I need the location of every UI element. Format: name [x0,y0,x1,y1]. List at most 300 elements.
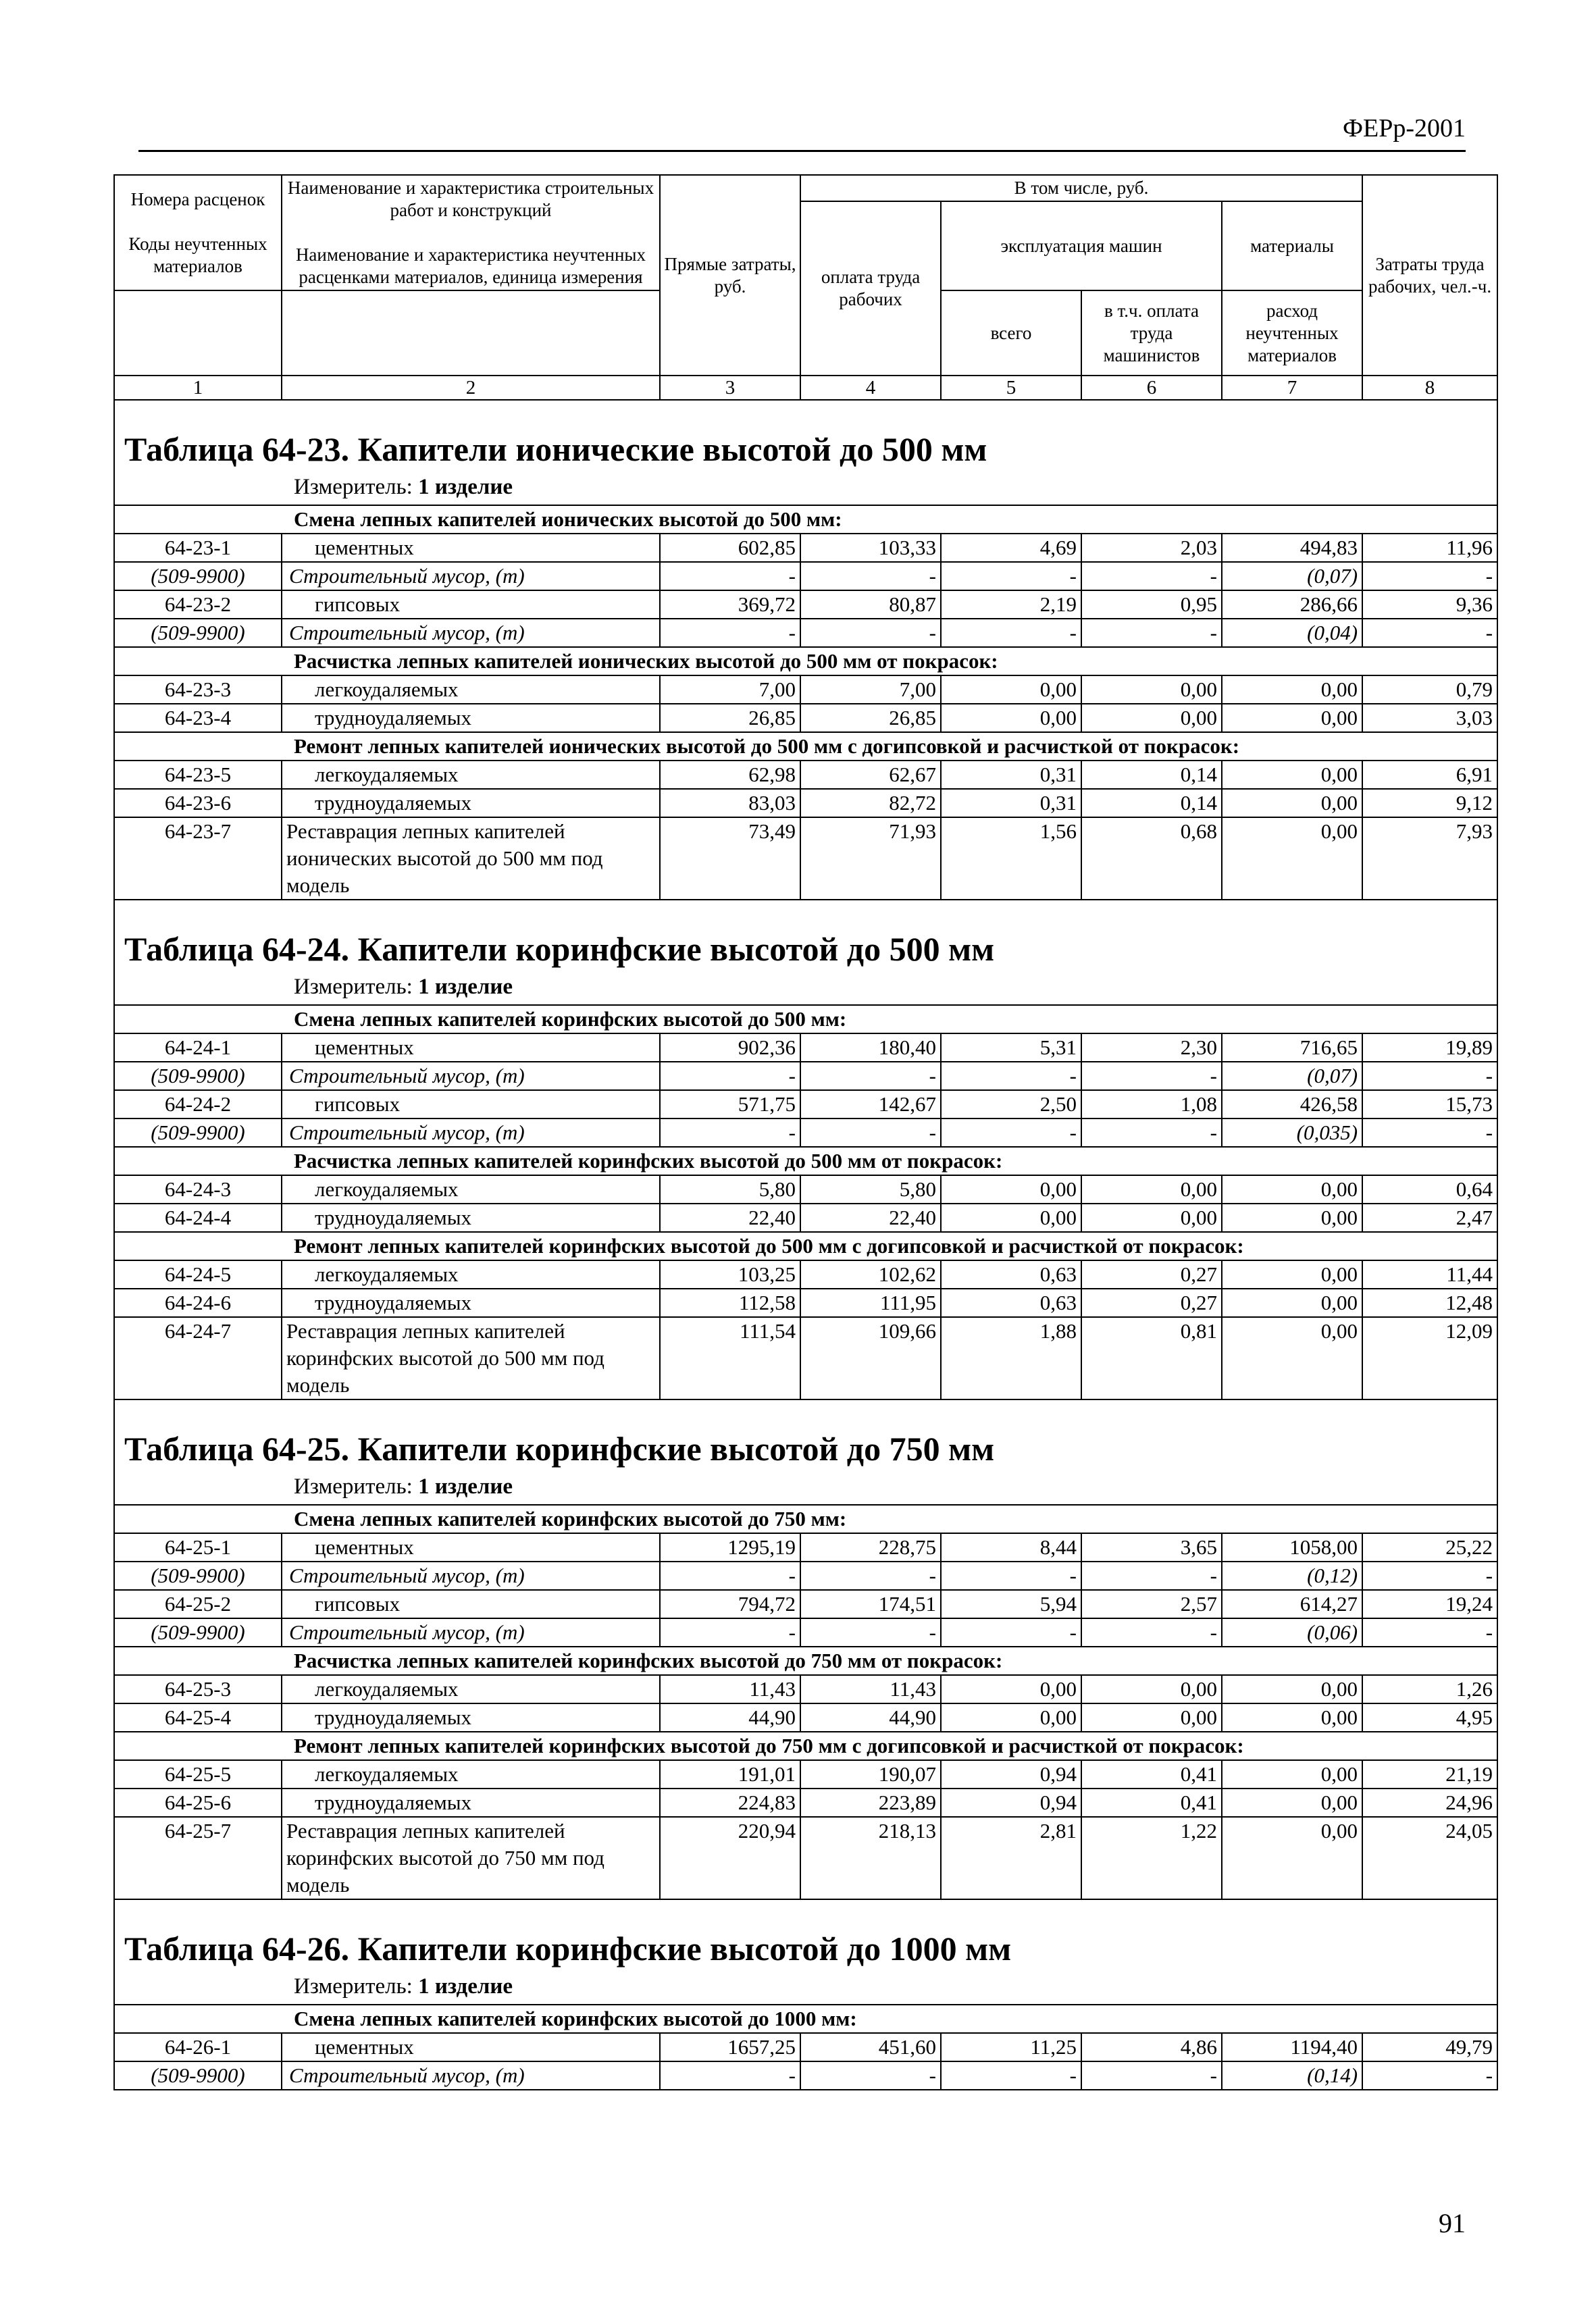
value-c8: 9,36 [1362,590,1497,619]
value-c6: - [1081,1062,1222,1090]
value-c7: (0,12) [1222,1562,1362,1590]
group-header-row [114,1147,1497,1175]
value-c8: 49,79 [1362,2033,1497,2061]
value-c5: 2,19 [941,590,1081,619]
value-c7: 1194,40 [1222,2033,1362,2061]
value-c5: - [941,1062,1081,1090]
value-c3: 62,98 [660,761,800,789]
value-c4: 111,95 [800,1289,941,1317]
rate-name: цементных [282,1033,660,1062]
header-materials: материалы [1222,201,1362,290]
value-c6: - [1081,1618,1222,1647]
rate-row [114,590,1497,619]
value-c7: 0,00 [1222,1289,1362,1317]
value-c5: 5,94 [941,1590,1081,1618]
value-c8: 21,19 [1362,1760,1497,1789]
value-c3: 191,01 [660,1760,800,1789]
rate-row [114,1675,1497,1703]
table-title: Таблица 64-26. Капители коринфские высотой до 1000 мм [114,1899,1497,1973]
rate-row [114,1033,1497,1062]
value-c7: 0,00 [1222,1760,1362,1789]
value-c3: 224,83 [660,1789,800,1817]
rate-name: гипсовых [282,590,660,619]
col-num: 5 [941,376,1081,400]
table-title-row [114,900,1497,973]
value-c8: 0,64 [1362,1175,1497,1204]
value-c7: 0,00 [1222,1175,1362,1204]
rate-row [114,1760,1497,1789]
material-row [114,1562,1497,1590]
rate-code: 64-25-2 [114,1590,282,1618]
value-c8: 6,91 [1362,761,1497,789]
value-c8: - [1362,1562,1497,1590]
value-c5: - [941,562,1081,590]
rate-row [114,534,1497,562]
rate-name: гипсовых [282,1590,660,1618]
material-row [114,1062,1497,1090]
value-c5: 1,56 [941,817,1081,900]
value-c5: 0,94 [941,1760,1081,1789]
value-c6: 3,65 [1081,1533,1222,1562]
rate-row [114,761,1497,789]
value-c3: 571,75 [660,1090,800,1119]
value-c5: - [941,1562,1081,1590]
value-c6: 0,41 [1081,1760,1222,1789]
rate-row [114,1317,1497,1399]
value-c5: 0,31 [941,761,1081,789]
value-c7: 1058,00 [1222,1533,1362,1562]
rate-code: 64-24-2 [114,1090,282,1119]
rate-name: Строительный мусор, (т) [282,1562,660,1590]
group-title: Расчистка лепных капителей коринфских высотой до 750 мм от покрасок: [114,1647,1497,1675]
value-c7: 494,83 [1222,534,1362,562]
price-table-page [113,174,1497,2090]
value-c3: 73,49 [660,817,800,900]
value-c8: 19,24 [1362,1590,1497,1618]
rate-row [114,1289,1497,1317]
header-machines-wage: в т.ч. оплата труда машинистов [1081,290,1222,376]
unit-value: 1 изделие [418,975,513,999]
col-num: 7 [1222,376,1362,400]
rate-code: 64-24-1 [114,1033,282,1062]
value-c3: 103,25 [660,1260,800,1289]
value-c6: 2,57 [1081,1590,1222,1618]
rate-name: Реставрация лепных капителей коринфских высотой до 500 мм под модель [282,1317,660,1399]
rate-row [114,704,1497,732]
value-c5: 0,00 [941,675,1081,704]
unit-label: Измеритель: [294,975,413,999]
rate-row [114,817,1497,900]
value-c6: 0,00 [1081,1675,1222,1703]
header-col1: Номера расценок Коды неучтенных материалов [114,175,282,290]
value-c8: - [1362,1062,1497,1090]
value-c7: 426,58 [1222,1090,1362,1119]
value-c3: 7,00 [660,675,800,704]
value-c7: 0,00 [1222,675,1362,704]
value-c8: 24,05 [1362,1817,1497,1899]
value-c6: 0,00 [1081,675,1222,704]
rate-name: легкоудаляемых [282,1260,660,1289]
value-c8: 4,95 [1362,1703,1497,1732]
value-c5: 0,63 [941,1289,1081,1317]
value-c7: 286,66 [1222,590,1362,619]
value-c5: 11,25 [941,2033,1081,2061]
value-c4: 451,60 [800,2033,941,2061]
rate-code: 64-26-1 [114,2033,282,2061]
value-c4: - [800,1618,941,1647]
material-row [114,1618,1497,1647]
value-c3: 83,03 [660,789,800,817]
group-header-row [114,647,1497,675]
rate-code: 64-25-7 [114,1817,282,1899]
document-code: ФЕРр-2001 [1342,114,1466,143]
rate-name: гипсовых [282,1090,660,1119]
value-c4: - [800,1562,941,1590]
unit-line [114,1973,1497,2005]
rate-name: трудноудаляемых [282,1789,660,1817]
rate-code: 64-23-5 [114,761,282,789]
rate-code: 64-24-7 [114,1317,282,1399]
value-c8: 7,93 [1362,817,1497,900]
header-labor: Затраты труда рабочих, чел.-ч. [1362,175,1497,376]
rate-code: 64-25-4 [114,1703,282,1732]
value-c5: 0,31 [941,789,1081,817]
table-title: Таблица 64-23. Капители ионические высотой до 500 мм [114,400,1497,473]
value-c3: 11,43 [660,1675,800,1703]
table-title-row [114,1399,1497,1473]
rate-name: легкоудаляемых [282,761,660,789]
group-title: Смена лепных капителей ионических высотой до 500 мм: [114,505,1497,534]
value-c8: 9,12 [1362,789,1497,817]
rate-row [114,1533,1497,1562]
value-c4: - [800,619,941,647]
rate-code: 64-23-1 [114,534,282,562]
rate-row [114,1175,1497,1204]
rate-name: Строительный мусор, (т) [282,2061,660,2090]
value-c5: 0,94 [941,1789,1081,1817]
rate-name: трудноудаляемых [282,1289,660,1317]
value-c3: 26,85 [660,704,800,732]
rates-table [113,174,1498,2090]
value-c4: 228,75 [800,1533,941,1562]
value-c6: 1,22 [1081,1817,1222,1899]
rate-row [114,1260,1497,1289]
col-num: 2 [282,376,660,400]
value-c6: 0,00 [1081,1175,1222,1204]
value-c7: 0,00 [1222,1789,1362,1817]
rate-code: 64-23-6 [114,789,282,817]
rate-row [114,1703,1497,1732]
rate-row [114,1090,1497,1119]
value-c6: - [1081,562,1222,590]
header-col1-spacer [114,290,282,376]
rate-code: 64-25-3 [114,1675,282,1703]
group-title: Смена лепных капителей коринфских высотой до 500 мм: [114,1005,1497,1033]
rate-name: трудноудаляемых [282,704,660,732]
rate-row [114,1817,1497,1899]
unit-value: 1 изделие [418,475,513,499]
value-c6: 0,81 [1081,1317,1222,1399]
rate-name: цементных [282,2033,660,2061]
unit-line [114,973,1497,1005]
header-incl: В том числе, руб. [800,175,1362,201]
value-c3: - [660,1062,800,1090]
value-c6: 0,14 [1081,789,1222,817]
group-title: Ремонт лепных капителей коринфских высотой до 750 мм с догипсовкой и расчисткой от покрасок: [114,1732,1497,1760]
value-c7: 0,00 [1222,789,1362,817]
rate-row [114,1590,1497,1618]
column-numbers-row [114,376,1497,400]
value-c5: 0,00 [941,1703,1081,1732]
rate-code: 64-23-3 [114,675,282,704]
unit-row [114,473,1497,505]
rate-name: Реставрация лепных капителей коринфских высотой до 750 мм под модель [282,1817,660,1899]
value-c8: 24,96 [1362,1789,1497,1817]
value-c5: 0,00 [941,704,1081,732]
value-c4: 44,90 [800,1703,941,1732]
value-c4: - [800,1119,941,1147]
value-c3: - [660,1119,800,1147]
value-c3: - [660,1562,800,1590]
value-c8: 12,48 [1362,1289,1497,1317]
header-materials-sub: расход неучтенных материалов [1222,290,1362,376]
unit-row [114,1973,1497,2005]
rate-code: 64-24-5 [114,1260,282,1289]
rate-code: 64-23-2 [114,590,282,619]
rate-row [114,675,1497,704]
header-col2-spacer [282,290,660,376]
group-header-row [114,1232,1497,1260]
group-title: Расчистка лепных капителей коринфских высотой до 500 мм от покрасок: [114,1147,1497,1175]
value-c6: - [1081,619,1222,647]
value-c8: 11,44 [1362,1260,1497,1289]
value-c8: 3,03 [1362,704,1497,732]
value-c7: 0,00 [1222,1703,1362,1732]
rate-code: 64-25-6 [114,1789,282,1817]
value-c7: 0,00 [1222,1817,1362,1899]
value-c4: 218,13 [800,1817,941,1899]
value-c3: - [660,619,800,647]
value-c5: 0,00 [941,1204,1081,1232]
value-c7: (0,14) [1222,2061,1362,2090]
value-c6: 0,14 [1081,761,1222,789]
table-title: Таблица 64-24. Капители коринфские высотой до 500 мм [114,900,1497,973]
value-c7: 0,00 [1222,817,1362,900]
group-header-row [114,732,1497,761]
value-c5: 4,69 [941,534,1081,562]
table-title: Таблица 64-25. Капители коринфские высотой до 750 мм [114,1399,1497,1473]
col-num: 6 [1081,376,1222,400]
value-c7: (0,06) [1222,1618,1362,1647]
value-c5: 1,88 [941,1317,1081,1399]
header-rule [138,150,1466,152]
rate-name: трудноудаляемых [282,789,660,817]
rate-name: легкоудаляемых [282,1675,660,1703]
value-c4: 180,40 [800,1033,941,1062]
unit-label: Измеритель: [294,475,413,499]
rate-name: легкоудаляемых [282,1175,660,1204]
rate-code: (509-9900) [114,1618,282,1647]
value-c4: 26,85 [800,704,941,732]
rate-code: (509-9900) [114,619,282,647]
value-c3: 44,90 [660,1703,800,1732]
value-c3: 369,72 [660,590,800,619]
rate-row [114,1204,1497,1232]
value-c8: 0,79 [1362,675,1497,704]
value-c6: 2,03 [1081,534,1222,562]
value-c3: - [660,2061,800,2090]
value-c6: 0,27 [1081,1260,1222,1289]
unit-label: Измеритель: [294,1474,413,1499]
rate-code: (509-9900) [114,1119,282,1147]
group-title: Смена лепных капителей коринфских высотой до 1000 мм: [114,2005,1497,2033]
value-c5: - [941,1618,1081,1647]
value-c4: 11,43 [800,1675,941,1703]
value-c5: 0,00 [941,1175,1081,1204]
group-header-row [114,1505,1497,1533]
unit-line [114,473,1497,505]
col-num: 8 [1362,376,1497,400]
group-header-row [114,1005,1497,1033]
value-c4: 82,72 [800,789,941,817]
value-c4: 223,89 [800,1789,941,1817]
value-c7: (0,04) [1222,619,1362,647]
rate-name: Строительный мусор, (т) [282,1062,660,1090]
material-row [114,1119,1497,1147]
value-c8: 11,96 [1362,534,1497,562]
header-row-1 [114,175,1497,201]
value-c8: - [1362,1618,1497,1647]
header-col3: Прямые затраты, руб. [660,175,800,376]
rate-code: 64-24-3 [114,1175,282,1204]
value-c6: 1,08 [1081,1090,1222,1119]
value-c4: 80,87 [800,590,941,619]
header-wage: оплата труда рабочих [800,201,941,376]
group-title: Смена лепных капителей коринфских высотой до 750 мм: [114,1505,1497,1533]
value-c4: 7,00 [800,675,941,704]
value-c6: 0,00 [1081,1204,1222,1232]
value-c8: 2,47 [1362,1204,1497,1232]
value-c5: 2,81 [941,1817,1081,1899]
value-c6: - [1081,1562,1222,1590]
group-title: Ремонт лепных капителей коринфских высотой до 500 мм с догипсовкой и расчисткой от покрасок: [114,1232,1497,1260]
group-header-row [114,2005,1497,2033]
value-c4: 102,62 [800,1260,941,1289]
rate-code: 64-24-4 [114,1204,282,1232]
value-c3: 112,58 [660,1289,800,1317]
value-c5: 8,44 [941,1533,1081,1562]
value-c6: - [1081,2061,1222,2090]
rate-code: 64-25-5 [114,1760,282,1789]
material-row [114,2061,1497,2090]
value-c4: 174,51 [800,1590,941,1618]
header-col2: Наименование и характеристика строительных работ и конструкций Наименование и характеристика неучтенных расценками материалов, единица измерения [282,175,660,290]
value-c8: 1,26 [1362,1675,1497,1703]
value-c6: 0,41 [1081,1789,1222,1817]
table-title-row [114,1899,1497,1973]
page-number: 91 [1439,2208,1466,2238]
col-num: 4 [800,376,941,400]
value-c3: 1295,19 [660,1533,800,1562]
value-c6: 4,86 [1081,2033,1222,2061]
rate-name: Строительный мусор, (т) [282,1618,660,1647]
value-c4: 22,40 [800,1204,941,1232]
value-c5: 0,00 [941,1675,1081,1703]
value-c7: 614,27 [1222,1590,1362,1618]
col-num: 1 [114,376,282,400]
header-machines: эксплуатация машин [941,201,1222,290]
rate-name: трудноудаляемых [282,1204,660,1232]
value-c4: 142,67 [800,1090,941,1119]
value-c7: (0,035) [1222,1119,1362,1147]
value-c6: - [1081,1119,1222,1147]
rate-code: 64-24-6 [114,1289,282,1317]
value-c4: 109,66 [800,1317,941,1399]
table-title-row [114,400,1497,473]
value-c4: 62,67 [800,761,941,789]
group-header-row [114,1732,1497,1760]
value-c5: - [941,1119,1081,1147]
value-c4: 103,33 [800,534,941,562]
rate-code: 64-23-7 [114,817,282,900]
unit-value: 1 изделие [418,1974,513,1999]
material-row [114,562,1497,590]
value-c5: - [941,619,1081,647]
value-c8: 19,89 [1362,1033,1497,1062]
value-c4: - [800,1062,941,1090]
group-header-row [114,1647,1497,1675]
value-c3: 111,54 [660,1317,800,1399]
value-c3: 220,94 [660,1817,800,1899]
value-c3: 1657,25 [660,2033,800,2061]
rate-code: 64-25-1 [114,1533,282,1562]
col-num: 3 [660,376,800,400]
rate-row [114,2033,1497,2061]
rate-name: трудноудаляемых [282,1703,660,1732]
value-c7: (0,07) [1222,562,1362,590]
value-c4: 5,80 [800,1175,941,1204]
rate-code: (509-9900) [114,1062,282,1090]
value-c4: - [800,2061,941,2090]
rate-row [114,789,1497,817]
value-c6: 2,30 [1081,1033,1222,1062]
value-c4: 190,07 [800,1760,941,1789]
value-c8: - [1362,619,1497,647]
value-c5: 5,31 [941,1033,1081,1062]
rate-code: (509-9900) [114,1562,282,1590]
value-c7: 0,00 [1222,761,1362,789]
value-c5: 2,50 [941,1090,1081,1119]
unit-value: 1 изделие [418,1474,513,1499]
rate-name: легкоудаляемых [282,1760,660,1789]
unit-label: Измеритель: [294,1974,413,1999]
value-c8: 15,73 [1362,1090,1497,1119]
value-c4: 71,93 [800,817,941,900]
value-c5: 0,63 [941,1260,1081,1289]
value-c7: 0,00 [1222,1260,1362,1289]
value-c4: - [800,562,941,590]
unit-line [114,1473,1497,1505]
group-title: Ремонт лепных капителей ионических высотой до 500 мм с догипсовкой и расчисткой от покрасок: [114,732,1497,761]
value-c6: 0,27 [1081,1289,1222,1317]
value-c8: 12,09 [1362,1317,1497,1399]
rate-code: (509-9900) [114,2061,282,2090]
value-c8: - [1362,562,1497,590]
rate-row [114,1789,1497,1817]
value-c5: - [941,2061,1081,2090]
value-c8: 25,22 [1362,1533,1497,1562]
rate-name: цементных [282,534,660,562]
